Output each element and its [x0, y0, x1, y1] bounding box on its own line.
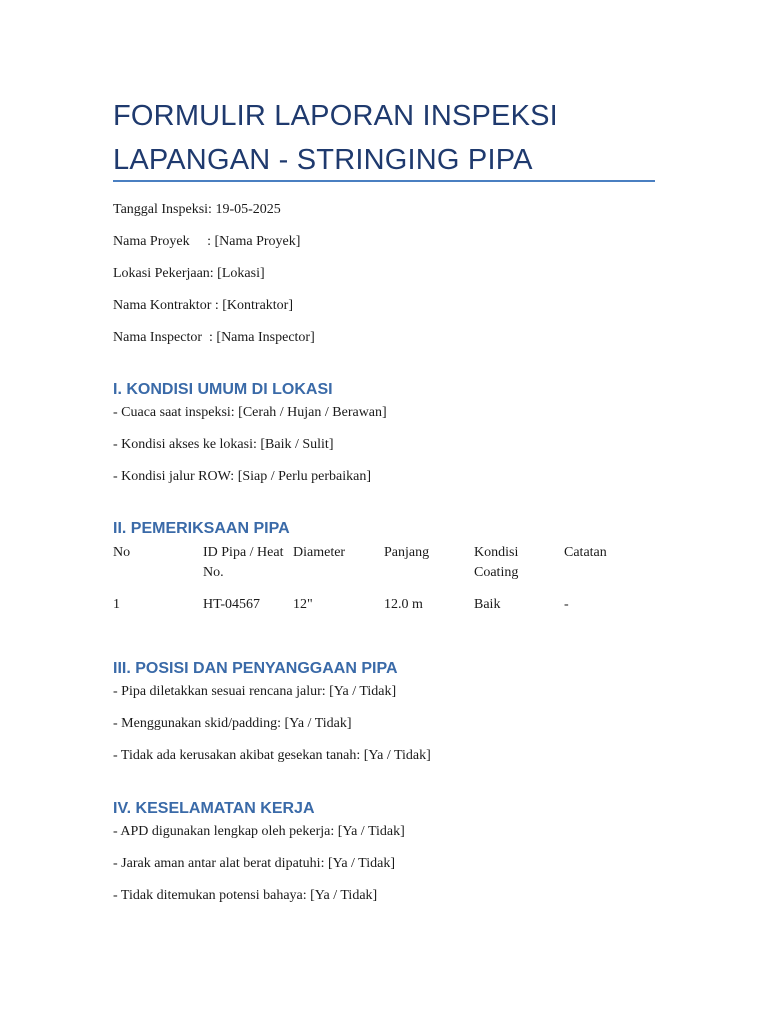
list-item: - Tidak ada kerusakan akibat gesekan tanah: [Ya / Tidak]	[113, 748, 431, 763]
title-divider	[113, 180, 655, 182]
list-item: - Tidak ditemukan potensi bahaya: [Ya / Tidak]	[113, 888, 378, 903]
field-nama-proyek: Nama Proyek : [Nama Proyek]	[113, 234, 301, 249]
list-item: - Menggunakan skid/padding: [Ya / Tidak]	[113, 716, 352, 731]
table-cell: -	[564, 597, 569, 612]
list-item: - Cuaca saat inspeksi: [Cerah / Hujan / Berawan]	[113, 405, 387, 420]
list-item: - Jarak aman antar alat berat dipatuhi: [Ya / Tidak]	[113, 856, 396, 871]
section-heading-keselamatan-kerja: IV. KESELAMATAN KERJA	[113, 800, 315, 817]
table-header-cell: Kondisi Coating	[474, 545, 519, 580]
section-heading-kondisi-umum: I. KONDISI UMUM DI LOKASI	[113, 381, 333, 398]
list-item: - APD digunakan lengkap oleh pekerja: [Ya / Tidak]	[113, 824, 405, 839]
table-cell: HT-04567	[203, 597, 261, 612]
table-header-cell: ID Pipa / Heat No.	[203, 545, 284, 580]
field-nama-inspector: Nama Inspector : [Nama Inspector]	[113, 330, 315, 345]
section-heading-posisi-penyanggaan: III. POSISI DAN PENYANGGAAN PIPA	[113, 660, 398, 677]
table-header-cell: Panjang	[384, 545, 430, 560]
list-item: - Pipa diletakkan sesuai rencana jalur: [Ya / Tidak]	[113, 684, 397, 699]
section-heading-pemeriksaan-pipa: II. PEMERIKSAAN PIPA	[113, 520, 290, 537]
document-title: FORMULIR LAPORAN INSPEKSI LAPANGAN - STRINGING PIPA	[113, 100, 558, 176]
table-header-cell: No	[113, 545, 131, 560]
table-header-cell: Diameter	[293, 545, 346, 560]
field-nama-kontraktor: Nama Kontraktor : [Kontraktor]	[113, 298, 293, 313]
table-cell: 12"	[293, 597, 313, 612]
table-cell: 1	[113, 597, 120, 612]
table-header-cell: Catatan	[564, 545, 607, 560]
table-cell: 12.0 m	[384, 597, 423, 612]
field-tanggal-inspeksi: Tanggal Inspeksi: 19-05-2025	[113, 202, 281, 217]
list-item: - Kondisi jalur ROW: [Siap / Perlu perbaikan]	[113, 469, 372, 484]
list-item: - Kondisi akses ke lokasi: [Baik / Sulit]	[113, 437, 334, 452]
field-lokasi-pekerjaan: Lokasi Pekerjaan: [Lokasi]	[113, 266, 265, 281]
table-cell: Baik	[474, 597, 501, 612]
